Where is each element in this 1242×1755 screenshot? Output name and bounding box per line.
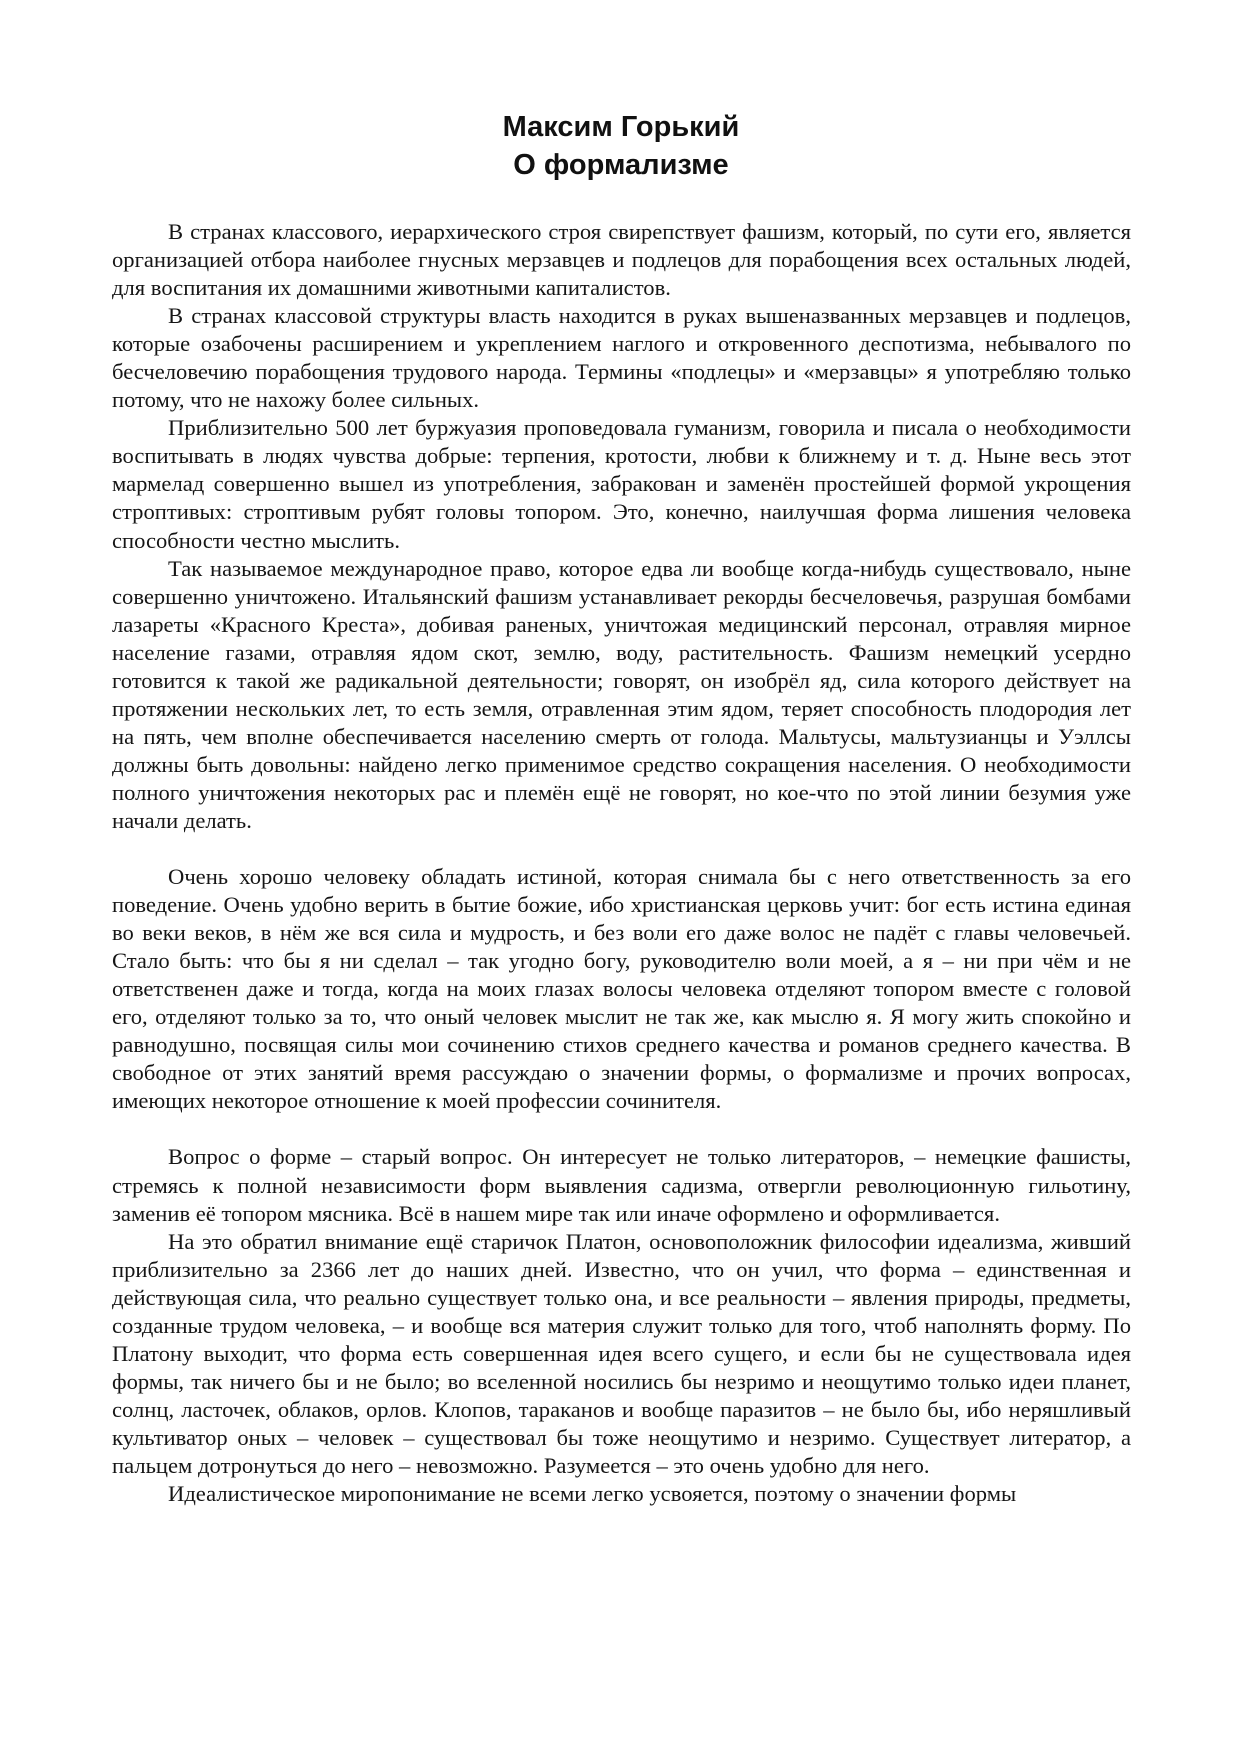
- paragraph: На это обратил внимание ещё старичок Платон, основоположник философии идеализма, живший приблизительно за 2366 лет до наших дней. Известно, что он учил, что форма – единственная и действующая сила, что реально существует только она, и все реальности – явления природы, предметы, созданные трудом человека, – и вообще вся материя служит только для того, чтоб наполнять форму. По Платону выходит, что форма есть совершенная идея всего сущего, и если бы не существовала идея формы, так ничего бы и не было; во вселенной носились бы незримо и неощутимо только идеи планет, солнц, ласточек, облаков, орлов. Клопов, тараканов и вообще паразитов – не было бы, ибо неряшливый культиватор оных – человек – существовал бы тоже неощутимо и незримо. Существует литератор, а пальцем дотронуться до него – невозможно. Разумеется – это очень удобно для него.: [112, 1228, 1131, 1478]
- paragraph: Очень хорошо человеку обладать истиной, которая снимала бы с него ответственность за его поведение. Очень удобно верить в бытие божие, ибо христианская церковь учит: бог есть истина единая во веки веков, в нём же вся сила и мудрость, и без воли его даже волос не падёт с главы человечьей. Стало быть: что бы я ни сделал – так угодно богу, руководителю воли моей, а я – ни при чём и не ответственен даже и тогда, когда на моих глазах волосы человека отделяют топором вместе с головой его, отделяют только за то, что оный человек мыслит не так же, как мыслю я. Я могу жить спокойно и равнодушно, посвящая силы мои сочинению стихов среднего качества и романов среднего качества. В свободное от этих занятий время рассуждаю о значении формы, о формализме и прочих вопросах, имеющих некоторое отношение к моей профессии сочинителя.: [112, 864, 1131, 1114]
- paragraph: Идеалистическое миропонимание не всеми легко усвояется, поэтому о значении формы: [168, 1481, 1017, 1507]
- author-name: Максим Горький: [502, 111, 740, 143]
- paragraph: В странах классового, иерархического строя свирепствует фашизм, который, по сути его, является организацией отбора наиболее гнусных мерзавцев и подлецов для порабощения всех остальных людей, для воспитания их домашними животными капиталистов.: [112, 219, 1131, 301]
- paragraph: Так называемое международное право, которое едва ли вообще когда-нибудь существовало, ныне совершенно уничтожено. Итальянский фашизм устанавливает рекорды бесчеловечья, разрушая бомбами лазареты «Красного Креста», добивая раненых, уничтожая медицинский персонал, отравляя мирное население газами, отравляя ядом скот, землю, воду, растительность. Фашизм немецкий усердно готовится к такой же радикальной деятельности; говорят, он изобрёл яд, сила которого действует на протяжении нескольких лет, то есть земля, отравленная этим ядом, теряет способность плодородия лет на пять, чем вполне обеспечивается населению смерть от голода. Мальтусы, мальтузианцы и Уэллсы должны быть довольны: найдено легко применимое средство сокращения населения. О необходимости полного уничтожения некоторых рас и племён ещё не говорят, но кое-что по этой линии безумия уже начали делать.: [112, 555, 1131, 833]
- body-text: [112, 218, 1131, 1508]
- paragraph: В странах классовой структуры власть находится в руках вышеназванных мерзавцев и подлецов, которые озабочены расширением и укреплением наглого и откровенного деспотизма, небывалого по бесчеловечию порабощения трудового народа. Термины «подлецы» и «мерзавцы» я употребляю только потому, что не нахожу более сильных.: [112, 303, 1131, 413]
- essay-title: О формализме: [513, 149, 729, 181]
- paragraph: Вопрос о форме – старый вопрос. Он интересует не только литераторов, – немецкие фашисты, стремясь к полной независимости форм выявления садизма, отвергли революционную гильотину, заменив её топором мясника. Всё в нашем мире так или иначе оформлено и оформливается.: [112, 1144, 1131, 1226]
- paragraph: Приблизительно 500 лет буржуазия проповедовала гуманизм, говорила и писала о необходимости воспитывать в людях чувства добрые: терпения, кротости, любви к ближнему и т. д. Ныне весь этот мармелад совершенно вышел из употребления, забракован и заменён простейшей формой укрощения строптивых: строптивым рубят головы топором. Это, конечно, наилучшая форма лишения человека способности честно мыслить.: [112, 415, 1131, 553]
- title-block: [0, 108, 1242, 184]
